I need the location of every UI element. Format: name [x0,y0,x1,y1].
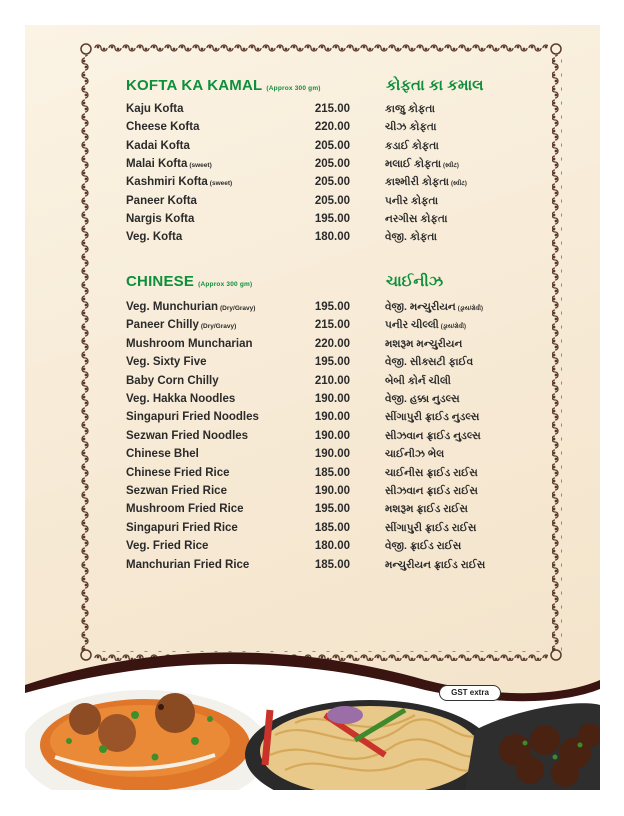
item-name-gujarati: મન્ચુરીયન ફ્રાઈડ રાઈસ [385,558,486,571]
item-name-gujarati: વેજી. ફ્રાઈડ રાઈસ [385,540,462,553]
menu-item [126,338,526,356]
menu-item [126,522,526,540]
item-price: 215.00 [314,319,350,332]
item-name-gujarati: સીંગાપુરી ફ્રાઈડ નુડલ્સ [385,411,480,424]
item-name-gujarati: વેજી. કોફતા [385,231,437,244]
section-title-text: KOFTA KA KAMAL [126,77,263,94]
item-note: (Dry/Gravy) [200,323,237,331]
item-name-gujarati: વેજી. હક્કા નુડલ્સ [385,393,460,405]
menu-item [126,158,526,176]
item-name-gujarati: ચીઝ કોફતા [385,121,437,134]
item-price: 205.00 [314,139,350,152]
item-price: 205.00 [314,194,350,207]
item-name: Baby Corn Chilly [126,374,219,387]
item-name: Veg. Kofta [126,231,183,244]
menu-item [126,121,526,139]
item-name-gujarati: સીંગાપુરી ફ્રાઈડ રાઈસ [385,521,477,534]
item-price: 195.00 [314,356,350,369]
item-name: Manchurian Fried Rice [126,558,250,571]
item-name-gujarati: મલાઈ કોફતા (સ્વીટ) [385,157,459,170]
item-name: Singapuri Fried Noodles [126,411,259,424]
menu-item [126,411,526,429]
menu-item [126,393,526,411]
item-name-gujarati: મશરૂમ ફ્રાઈડ રાઈસ [385,503,468,516]
item-price: 195.00 [314,301,350,313]
menu-item [126,140,526,158]
item-price: 190.00 [314,448,350,461]
menu-item [126,430,526,448]
item-name-gujarati: સીઝવાન ફ્રાઈડ નુડલ્સ [385,429,481,442]
menu-item [126,540,526,558]
item-note: (sweet) [189,161,212,169]
item-name: Cheese Kofta [126,121,200,134]
section-title [126,273,252,290]
item-name-gujarati: ચાઈનીસ ફ્રાઈડ રાઈસ [385,466,478,479]
item-price: 190.00 [314,429,350,442]
item-price: 215.00 [314,103,350,115]
menu-item [126,467,526,485]
menu-item [126,485,526,503]
item-name-gujarati: કાશ્મીરી કોફતા (સ્વીટ) [385,176,467,189]
item-name-gujarati: વેજી. મન્ચુરીયન (ડ્રાય/ગ્રેવી) [385,301,483,313]
section-approx: (Approx 300 gm) [266,85,321,92]
item-name-gujarati: કડાઈ કોફતા [385,139,439,152]
item-note-gujarati: (સ્વીટ) [443,162,459,169]
item-price: 185.00 [314,466,350,479]
item-name-gujarati: વેજી. સીક્સટી ફાઈવ [385,356,474,369]
menu-item [126,559,526,577]
menu-item [126,213,526,231]
menu-item [126,375,526,393]
item-name: Kaju Kofta [126,103,184,115]
menu-item [126,176,526,194]
item-note-gujarati: (ડ્રાય/ગ્રેવી) [440,324,466,331]
menu-item [126,448,526,466]
section-title-gujarati: ચાઈનીઝ [386,273,444,290]
item-name: Veg. Fried Rice [126,540,209,553]
item-name: Chinese Fried Rice [126,466,230,479]
section-title [126,77,321,94]
item-price: 180.00 [314,231,350,244]
menu-item [126,103,526,121]
item-price: 190.00 [314,485,350,497]
section-kofta [126,77,526,247]
item-price: 220.00 [314,337,350,350]
menu-page [25,25,600,790]
section-chinese [126,273,526,573]
item-name: Mushroom Muncharian [126,337,253,350]
item-name: Paneer Chilly (Dry/Gravy) [126,319,237,332]
gst-extra-badge: GST extra [439,685,501,701]
item-name-gujarati: ચાઈનીઝ ભેલ [385,448,445,461]
item-price: 205.00 [314,157,350,170]
item-name: Veg. Sixty Five [126,356,207,369]
menu-item [126,231,526,249]
item-name-gujarati: સીઝવાન ફ્રાઈડ રાઈસ [385,485,478,497]
item-name: Sezwan Fried Noodles [126,429,249,442]
item-name: Paneer Kofta [126,194,197,207]
item-name: Mushroom Fried Rice [126,503,244,516]
item-price: 220.00 [314,121,350,134]
item-price: 210.00 [314,374,350,387]
item-name-gujarati: નરગીસ કોફતા [385,212,448,225]
food-photo-strip [25,645,600,790]
item-note-gujarati: (સ્વીટ) [450,181,467,188]
item-price: 195.00 [314,212,350,225]
item-name-gujarati: કાજુ કોફતા [385,103,435,115]
item-price: 205.00 [314,176,350,189]
item-price: 190.00 [314,411,350,424]
item-name: Kashmiri Kofta (sweet) [126,176,233,189]
section-title-text: CHINESE [126,273,195,290]
item-name: Kadai Kofta [126,139,190,152]
item-name: Nargis Kofta [126,212,195,225]
item-name: Malai Kofta (sweet) [126,157,212,170]
section-approx: (Approx 300 gm) [198,281,253,288]
item-name-gujarati: પનીર કોફતા [385,194,439,207]
item-name: Sezwan Fried Rice [126,485,227,497]
item-price: 195.00 [314,503,350,516]
item-note: (sweet) [209,180,233,188]
item-name-gujarati: પનીર ચીલ્લી (ડ્રાય/ગ્રેવી) [385,319,466,332]
menu-item [126,503,526,521]
menu-item [126,301,526,319]
item-price: 180.00 [314,540,350,553]
item-note-gujarati: (ડ્રાય/ગ્રેવી) [457,306,483,312]
menu-item [126,319,526,337]
menu-item [126,195,526,213]
section-title-gujarati: કોફતા કા કમાલ [386,77,484,94]
item-name: Veg. Munchurian (Dry/Gravy) [126,301,256,313]
item-price: 185.00 [314,521,350,534]
item-price: 185.00 [314,558,350,571]
menu-item [126,356,526,374]
item-note: (Dry/Gravy) [220,305,256,312]
item-name: Chinese Bhel [126,448,199,461]
item-name: Veg. Hakka Noodles [126,393,236,405]
item-name-gujarati: મશરૂમ મન્ચુરીયન [385,337,463,350]
item-name: Singapuri Fried Rice [126,521,238,534]
item-name-gujarati: બેબી કોર્ન ચીલી [385,374,451,387]
item-price: 190.00 [314,393,350,405]
